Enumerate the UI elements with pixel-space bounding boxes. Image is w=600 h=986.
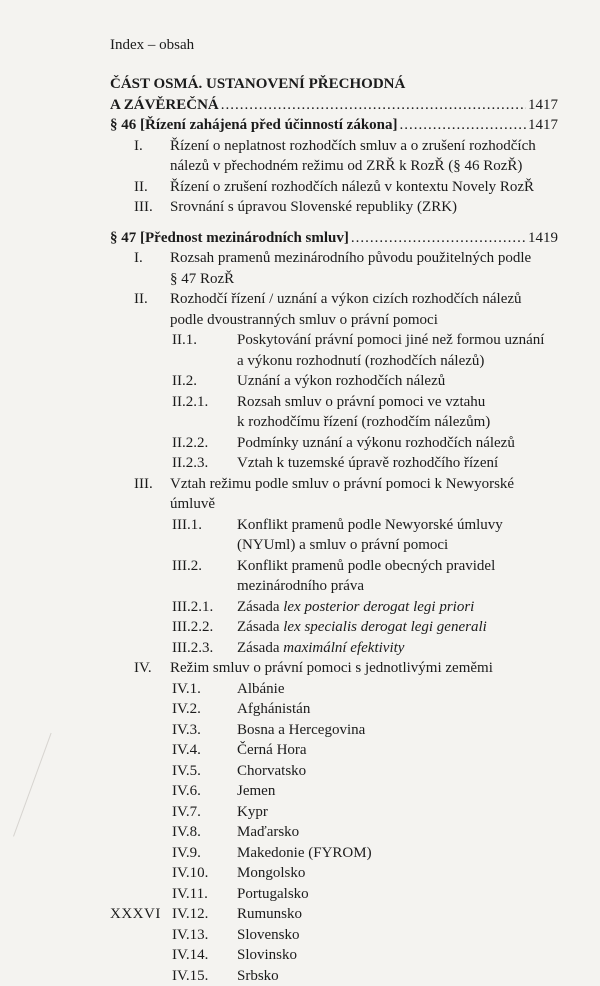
country-entry (110, 679, 558, 700)
country-entry (110, 863, 558, 884)
entry-number: III.2.2. (172, 617, 213, 638)
leader-dots (221, 95, 526, 116)
entry-text (237, 597, 474, 618)
entry-number: IV.14. (172, 945, 208, 966)
entry-number: I. (134, 248, 143, 269)
country-entry (110, 802, 558, 823)
entry-number: II.1. (172, 330, 197, 351)
country-entry (110, 966, 558, 986)
entry-text: Konflikt pramenů podle Newyorské úmluvy (237, 515, 503, 536)
entry-number: III.2. (172, 556, 202, 577)
entry-number: IV.10. (172, 863, 208, 884)
latin-maxim: lex specialis derogat legi generali (283, 619, 487, 635)
entry-text (237, 617, 487, 638)
entry-number: IV.6. (172, 781, 201, 802)
running-header: Index – obsah (110, 37, 194, 54)
entry-number: III. (134, 474, 153, 495)
entry-number: IV.5. (172, 761, 201, 782)
entry-number: IV.11. (172, 884, 208, 905)
part-title-line1: ČÁST OSMÁ. USTANOVENÍ PŘECHODNÁ (110, 74, 558, 95)
section-47-heading[interactable] (110, 228, 558, 249)
country-entry (110, 945, 558, 966)
entry-number: IV.15. (172, 966, 208, 986)
toc-entry (110, 269, 558, 290)
toc-subentry (110, 515, 558, 536)
entry-number: III.2.3. (172, 638, 213, 659)
entry-text: k rozhodčímu řízení (rozhodčím nálezům) (237, 412, 490, 433)
country-name: Chorvatsko (237, 761, 306, 782)
entry-text: mezinárodního práva (237, 576, 364, 597)
country-entry (110, 925, 558, 946)
country-entry (110, 822, 558, 843)
toc-entry (110, 658, 558, 679)
entry-number: II.2.3. (172, 453, 208, 474)
entry-number: IV.4. (172, 740, 201, 761)
entry-text: Poskytování právní pomoci jiné než formou uznání (237, 330, 544, 351)
entry-number: III. (134, 197, 153, 218)
entry-prefix: Zásada (237, 599, 283, 615)
part-page-number: 1417 (528, 95, 558, 116)
toc-subentry (110, 392, 558, 413)
entry-text: úmluvě (170, 494, 215, 515)
country-name: Bosna a Hercegovina (237, 720, 365, 741)
entry-text: § 47 RozŘ (170, 269, 234, 290)
section-47-title: § 47 [Přednost mezinárodních smluv] (110, 228, 349, 249)
entry-text: Konflikt pramenů podle obecných pravidel (237, 556, 495, 577)
toc-subentry (110, 597, 558, 618)
toc-entry (110, 248, 558, 269)
country-entry (110, 740, 558, 761)
country-entry (110, 781, 558, 802)
part-title-line2 (110, 95, 558, 116)
country-name: Makedonie (FYROM) (237, 843, 372, 864)
toc-entry (110, 494, 558, 515)
country-name: Rumunsko (237, 904, 302, 925)
toc-subentry (110, 453, 558, 474)
entry-number: II. (134, 289, 148, 310)
latin-maxim: lex posterior derogat legi priori (283, 599, 474, 615)
entry-number: IV.7. (172, 802, 201, 823)
entry-number: III.1. (172, 515, 202, 536)
section-46-heading[interactable] (110, 115, 558, 136)
entry-text: Řízení o zrušení rozhodčích nálezů v kontextu Novely RozŘ (170, 177, 534, 198)
entry-text: Uznání a výkon rozhodčích nálezů (237, 371, 445, 392)
entry-text: Srovnání s úpravou Slovenské republiky (ZRK) (170, 197, 457, 218)
show-through-mark (13, 733, 108, 857)
country-name: Mongolsko (237, 863, 305, 884)
entry-text: Rozhodčí řízení / uznání a výkon cizích rozhodčích nálezů (170, 289, 522, 310)
country-entry (110, 884, 558, 905)
toc-subentry (110, 351, 558, 372)
entry-text (237, 638, 404, 659)
part-title-text: A ZÁVĚREČNÁ (110, 95, 219, 116)
toc-subentry (110, 556, 558, 577)
country-name: Černá Hora (237, 740, 307, 761)
toc-entry (110, 289, 558, 310)
entry-text: Režim smluv o právní pomoci s jednotlivými zeměmi (170, 658, 493, 679)
entry-prefix: Zásada (237, 619, 283, 635)
country-name: Jemen (237, 781, 275, 802)
country-name: Slovensko (237, 925, 300, 946)
table-of-contents (110, 74, 558, 986)
entry-number: II.2.2. (172, 433, 208, 454)
toc-entry (110, 136, 558, 157)
country-name: Afghánistán (237, 699, 310, 720)
section-46-title: § 46 [Řízení zahájená před účinností zákona] (110, 115, 398, 136)
toc-subentry (110, 617, 558, 638)
page-folio: XXXVI (110, 906, 161, 923)
toc-subentry (110, 535, 558, 556)
country-entry (110, 761, 558, 782)
toc-subentry (110, 576, 558, 597)
entry-text: (NYUml) a smluv o právní pomoci (237, 535, 448, 556)
entry-text: Vztah režimu podle smluv o právní pomoci k Newyorské (170, 474, 514, 495)
leader-dots (400, 115, 526, 136)
toc-subentry (110, 371, 558, 392)
toc-subentry (110, 638, 558, 659)
section-47-items (110, 248, 558, 986)
entry-text: podle dvoustranných smluv o právní pomoci (170, 310, 438, 331)
entry-text: Řízení o neplatnost rozhodčích smluv a o zrušení rozhodčích (170, 136, 536, 157)
entry-number: IV.8. (172, 822, 201, 843)
entry-number: IV.13. (172, 925, 208, 946)
entry-text: Rozsah smluv o právní pomoci ve vztahu (237, 392, 485, 413)
toc-entry (110, 197, 558, 218)
entry-number: IV.12. (172, 904, 208, 925)
entry-prefix: Zásada (237, 640, 283, 656)
leader-dots (351, 228, 526, 249)
toc-entry (110, 156, 558, 177)
toc-entry (110, 310, 558, 331)
toc-entry (110, 177, 558, 198)
country-name: Slovinsko (237, 945, 297, 966)
entry-number: II.2.1. (172, 392, 208, 413)
country-name: Kypr (237, 802, 268, 823)
entry-number: II.2. (172, 371, 197, 392)
latin-maxim: maximální efektivity (283, 640, 404, 656)
country-entry (110, 843, 558, 864)
entry-number: IV.9. (172, 843, 201, 864)
entry-text: a výkonu rozhodnutí (rozhodčích nálezů) (237, 351, 484, 372)
toc-subentry (110, 330, 558, 351)
country-name: Maďarsko (237, 822, 299, 843)
country-entry (110, 904, 558, 925)
entry-number: I. (134, 136, 143, 157)
entry-text: Podmínky uznání a výkonu rozhodčích nálezů (237, 433, 515, 454)
entry-number: IV. (134, 658, 152, 679)
toc-entry (110, 474, 558, 495)
entry-number: IV.3. (172, 720, 201, 741)
country-entry (110, 699, 558, 720)
section-46-page: 1417 (528, 115, 558, 136)
entry-number: III.2.1. (172, 597, 213, 618)
country-name: Portugalsko (237, 884, 309, 905)
section-47-page: 1419 (528, 228, 558, 249)
section-46-items (110, 136, 558, 218)
toc-subentry (110, 433, 558, 454)
entry-text: Rozsah pramenů mezinárodního původu použitelných podle (170, 248, 531, 269)
country-name: Srbsko (237, 966, 279, 986)
entry-number: IV.1. (172, 679, 201, 700)
country-entry (110, 720, 558, 741)
toc-subentry (110, 412, 558, 433)
entry-text: nálezů v přechodném režimu od ZRŘ k RozŘ (§ 46 RozŘ) (170, 156, 522, 177)
entry-text: Vztah k tuzemské úpravě rozhodčího řízení (237, 453, 498, 474)
country-name: Albánie (237, 679, 284, 700)
entry-number: IV.2. (172, 699, 201, 720)
entry-number: II. (134, 177, 148, 198)
